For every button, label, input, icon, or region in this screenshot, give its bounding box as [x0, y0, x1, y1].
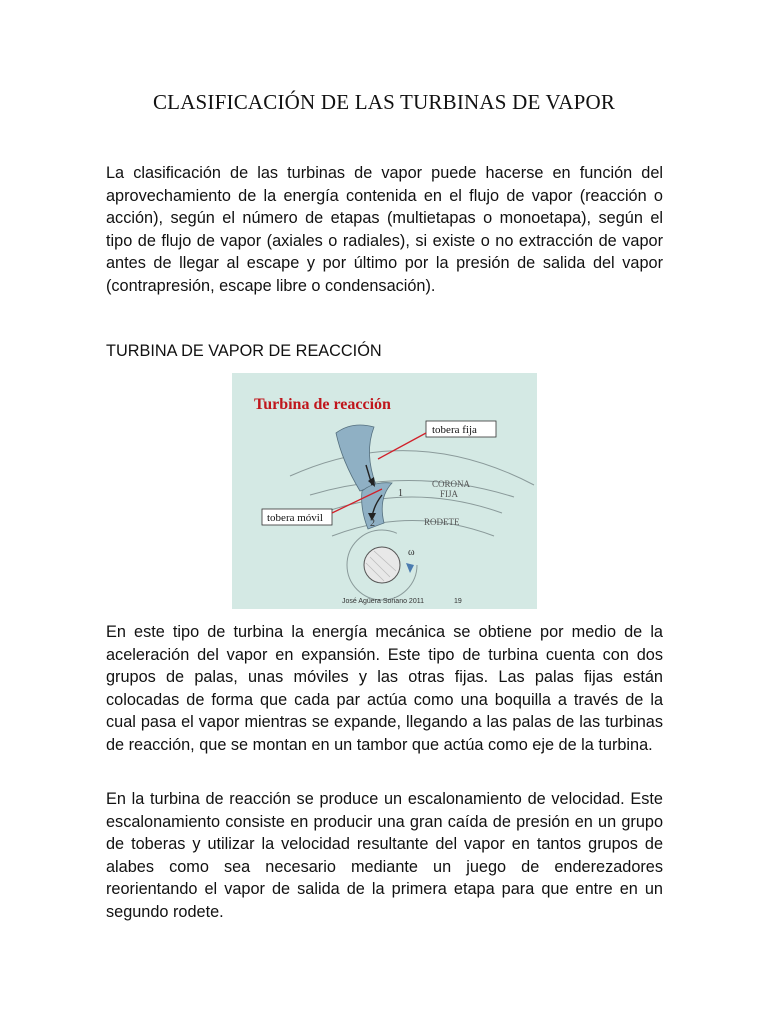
body-paragraph-2: En este tipo de turbina la energía mecánica se obtiene por medio de la aceleración del vapor en expansión. Este tipo de turbina cuenta con dos grupos de palas, unas móviles y las otras fijas. Las palas fijas están colocadas de forma que cada par actúa como una boquilla a través de la cual pasa el vapor mientras se expande, llegando a las palas de las turbinas de reacción, que se montan en un tambor que actúa como eje de la turbina.	[106, 623, 663, 754]
label-tobera-fija: tobera fija	[432, 424, 477, 436]
label-omega: ω	[408, 547, 415, 558]
section-heading: TURBINA DE VAPOR DE REACCIÓN	[106, 342, 382, 360]
page-title: CLASIFICACIÓN DE LAS TURBINAS DE VAPOR	[152, 90, 616, 114]
label-fija: FIJA	[440, 489, 459, 499]
body-paragraph-3: En la turbina de reacción se produce un escalonamiento de velocidad. Este escalonamiento consiste en producir una gran caída de presión en un grupo de toberas y utilizar la velocidad resultante del vapor en tantos grupos de alabes como sea necesario mediante un juego de enderezadores reorientando el vapor de salida de la primera etapa para que entre en un segundo rodete.	[106, 790, 663, 921]
intro-paragraph: La clasificación de las turbinas de vapor puede hacerse en función del aprovechamiento de la energía contenida en el flujo de vapor (reacción o acción), según el número de etapas (multietapas o monoetapa), según el tipo de flujo de vapor (axiales o radiales), si existe o no extracción de vapor antes de llegar al escape y por último por la presión de salida del vapor (contrapresión, escape libre o condensación).	[106, 164, 663, 295]
label-corona: CORONA	[432, 479, 471, 489]
label-2: 2	[370, 518, 375, 529]
drum-shaft	[364, 547, 400, 583]
figure-footer-page: 19	[454, 598, 462, 605]
figure-footer-author: José Agüera Soriano 2011	[342, 598, 424, 605]
figure-title: Turbina de reacción	[254, 396, 391, 413]
label-1: 1	[398, 488, 403, 499]
turbine-figure	[232, 373, 537, 609]
label-tobera-movil: tobera móvil	[267, 512, 323, 524]
label-rodete: RODETE	[424, 517, 460, 527]
